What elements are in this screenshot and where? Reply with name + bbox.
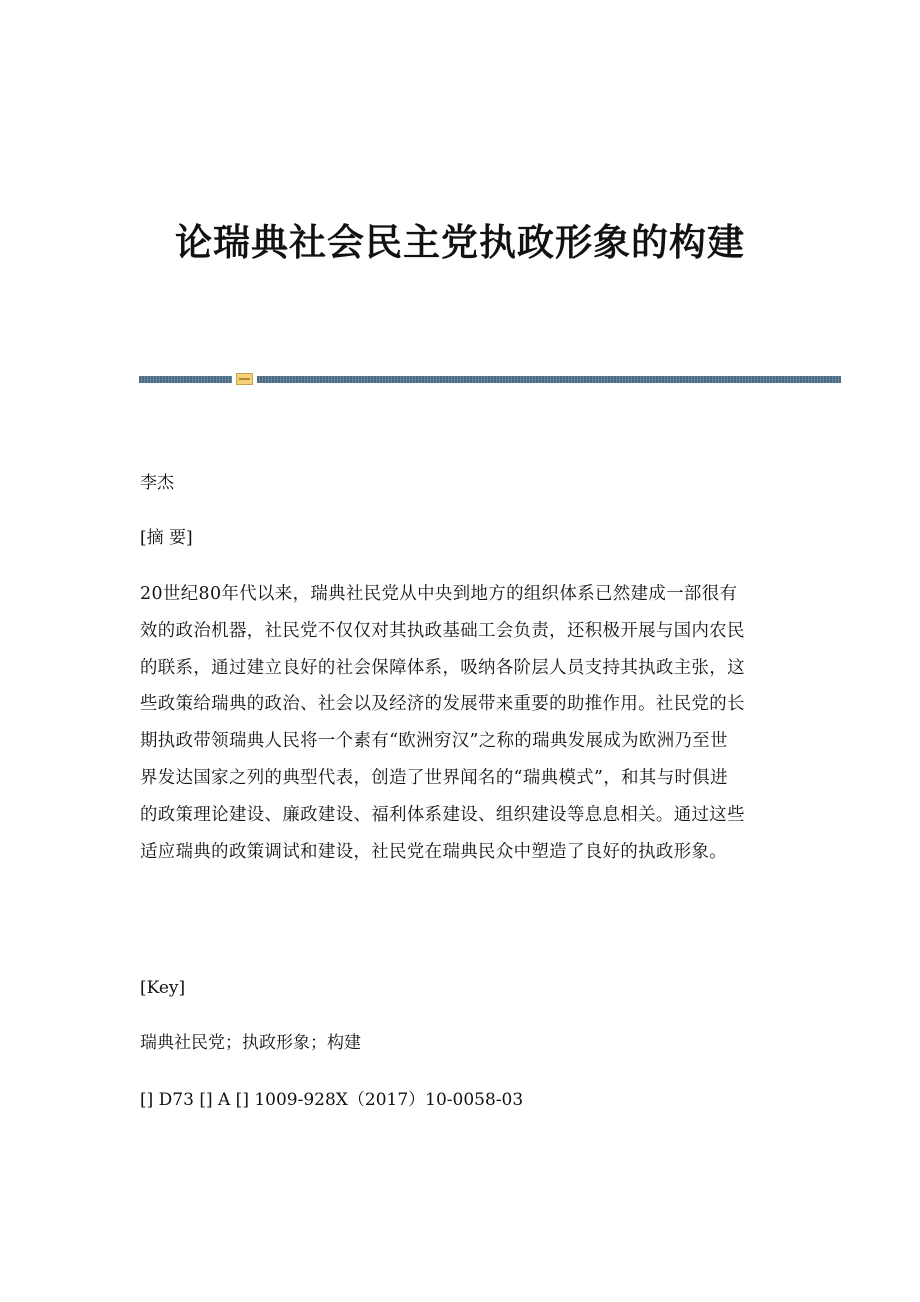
abstract-line: 的联系，通过建立良好的社会保障体系，吸纳各阶层人员支持其执政主张，这	[140, 657, 745, 678]
keywords-heading: [Key]	[140, 978, 186, 998]
abstract-line: 界发达国家之列的典型代表，创造了世界闻名的“瑞典模式”，和其与时俱进	[140, 767, 728, 788]
document-title: 论瑞典社会民主党执政形象的构建	[175, 220, 745, 264]
abstract-line: 期执政带领瑞典人民将一个素有“欧洲穷汉”之称的瑞典发展成为欧洲乃至世	[140, 731, 728, 752]
abstract-text	[140, 576, 770, 870]
abstract-line: 些政策给瑞典的政治、社会以及经济的发展带来重要的助推作用。社民党的长	[140, 694, 745, 715]
classification-line: [] D73 [] A [] 1009-928X（2017）10-0058-03	[140, 1090, 524, 1110]
divider-bar-left	[139, 376, 232, 383]
keywords: 瑞典社民党；执政形象；构建	[140, 1033, 361, 1053]
abstract-heading: [摘 要]	[140, 528, 193, 548]
abstract-line: 20世纪80年代以来，瑞典社民党从中央到地方的组织体系已然建成一部很有	[140, 584, 738, 604]
abstract-line: 适应瑞典的政策调试和建设，社民党在瑞典民众中塑造了良好的执政形象。	[140, 841, 728, 862]
abstract-line: 的政策理论建设、廉政建设、福利体系建设、组织建设等息息相关。通过这些	[140, 804, 745, 825]
title-divider	[139, 373, 841, 385]
divider-ornament-icon	[236, 373, 253, 385]
abstract-line: 效的政治机器，社民党不仅仅对其执政基础工会负责，还积极开展与国内农民	[140, 620, 745, 641]
divider-bar-right	[257, 376, 841, 383]
author: 李杰	[140, 473, 174, 493]
